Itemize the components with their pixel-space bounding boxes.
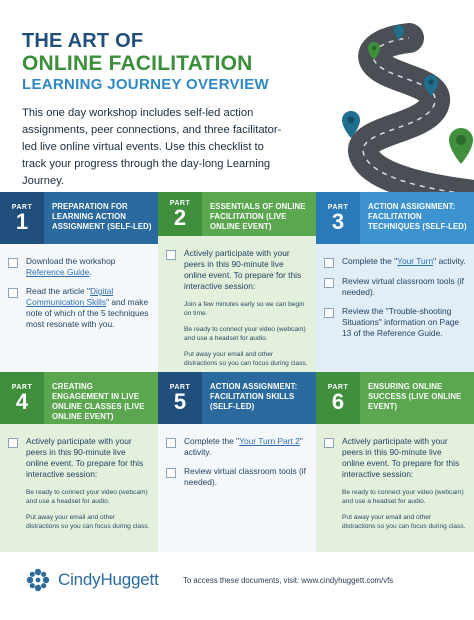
part-header [0, 372, 158, 424]
checklist-item [324, 256, 466, 268]
part-header [316, 372, 474, 424]
prep-note: Be ready to connect your video (webcam) and use a headset for audio. [26, 489, 148, 505]
part-card-3 [316, 192, 474, 372]
checklist-item [324, 306, 466, 339]
part-heading: ACTION ASSIGNMENT: FACILITATION TECHNIQUES (SELF-LED) [360, 192, 474, 244]
checklist-text: Review virtual classroom tools (if needed). [342, 276, 464, 297]
checklist-item [8, 256, 150, 278]
logo-text: CindyHuggett [58, 570, 159, 589]
title-line-2: ONLINE FACILITATION [22, 52, 253, 75]
part-number-box [316, 372, 360, 424]
checklist-item [324, 276, 466, 298]
part-body [316, 424, 474, 552]
checkbox[interactable] [324, 308, 334, 318]
checklist-item [8, 436, 150, 480]
part-card-4 [0, 372, 158, 552]
part-heading: ACTION ASSIGNMENT: FACILITATION SKILLS (SELF-LED) [202, 372, 316, 424]
title-line-1: THE ART OF [22, 30, 144, 52]
prep-note: Put away your email and other distractions so you can focus during class. [26, 514, 150, 530]
part-number-box [0, 192, 44, 244]
part-body [316, 244, 474, 372]
checklist-text: Review the "Trouble-shooting Situations" information on Page 13 of the Reference Guide. [342, 306, 460, 338]
part-header [316, 192, 474, 244]
part-number: 6 [331, 388, 345, 414]
part-heading: CREATING ENGAGEMENT IN LIVE ONLINE CLASSES (LIVE ONLINE EVENT) [44, 372, 158, 424]
checklist-text: Review virtual classroom tools (if needed). [184, 466, 306, 487]
logo [24, 566, 159, 594]
checklist-item [166, 248, 308, 292]
intro-text: This one day workshop includes self-led action assignments, peer connections, and three facilitator-led live online virtual events. Use this checklist to track your progress through the day-long Learning Journey. [22, 107, 282, 187]
checklist-item [166, 466, 308, 488]
checkbox[interactable] [324, 438, 334, 448]
prep-note: Be ready to connect your video (webcam) and use a headset for audio. [184, 326, 306, 342]
part-number-box [158, 372, 202, 424]
checkbox[interactable] [8, 258, 18, 268]
part-body [0, 244, 158, 372]
checklist-text: Actively participate with your peers in this 90-minute live online event. To prepare for this interactive session: [342, 436, 460, 479]
checklist-text: Complete the "Your Turn" activity. [342, 256, 466, 266]
grid-row-2 [0, 372, 474, 552]
article-link[interactable]: Digital Communication Skills [26, 286, 114, 307]
part-label: PART [169, 383, 191, 391]
part-card-6 [316, 372, 474, 552]
part-body [158, 236, 316, 381]
part-card-2 [158, 192, 316, 372]
checkbox[interactable] [8, 288, 18, 298]
road-illustration [314, 20, 474, 210]
checkbox[interactable] [166, 250, 176, 260]
footer [0, 560, 474, 600]
part-number-box [316, 192, 360, 244]
checkbox[interactable] [324, 258, 334, 268]
part-heading: ESSENTIALS OF ONLINE FACILITATION (LIVE ONLINE EVENT) [202, 192, 316, 236]
part-label: PART [327, 203, 349, 211]
checklist-item [166, 436, 308, 458]
checkbox[interactable] [8, 438, 18, 448]
map-pin-icon [449, 128, 473, 164]
checklist-text: Complete the "Your Turn Part 2" activity. [184, 436, 303, 457]
part-header [158, 192, 316, 236]
checkbox[interactable] [166, 438, 176, 448]
prep-note: Be ready to connect your video (webcam) and use a headset for audio. [342, 489, 464, 505]
part-card-5 [158, 372, 316, 552]
checklist-text: Actively participate with your peers in this 90-minute live online event. To prepare for this interactive session: [26, 436, 144, 479]
part-number-box [0, 372, 44, 424]
logo-flower-icon [24, 566, 52, 594]
prep-note: Join a few minutes early so we can begin on time. [184, 301, 305, 317]
checkbox[interactable] [324, 278, 334, 288]
checklist-text: Read the article "Digital Communication Skills" and make note of which of the 5 techniques most resonate with you. [26, 286, 149, 329]
part-header [158, 372, 316, 424]
part-label: PART [169, 199, 191, 207]
part-label: PART [11, 203, 33, 211]
part-number: 5 [173, 388, 187, 414]
title-block [22, 30, 322, 94]
reference-guide-link[interactable]: Reference Guide [26, 267, 90, 277]
your-turn-link[interactable]: Your Turn [397, 256, 434, 266]
part-heading: ENSURING ONLINE SUCCESS (LIVE ONLINE EVENT) [360, 372, 474, 424]
part-body [0, 424, 158, 552]
prep-note: Put away your email and other distractions so you can focus during class. [342, 514, 466, 530]
checklist-text: Actively participate with your peers in this 90-minute live online event. To prepare for this interactive session: [184, 248, 302, 291]
journey-grid [0, 192, 474, 552]
part-number: 4 [15, 388, 29, 414]
part-number: 1 [15, 208, 29, 234]
part-card-1 [0, 192, 158, 372]
title-line-3: LEARNING JOURNEY OVERVIEW [22, 76, 269, 93]
part-header [0, 192, 158, 244]
part-label: PART [11, 383, 33, 391]
grid-row-1 [0, 192, 474, 372]
part-number: 2 [173, 204, 187, 230]
part-body [158, 424, 316, 552]
checklist-text: Download the workshop Reference Guide. [26, 256, 116, 277]
your-turn-part-2-link[interactable]: Your Turn Part 2 [239, 436, 300, 446]
checklist-item [324, 436, 466, 480]
part-number-box [158, 192, 202, 236]
access-text: To access these documents, visit: www.cindyhuggett.com/vfs [183, 576, 394, 585]
part-number: 3 [331, 208, 345, 234]
checklist-item [8, 286, 150, 330]
checkbox[interactable] [166, 468, 176, 478]
part-heading: PREPARATION FOR LEARNING ACTION ASSIGNMENT (SELF-LED) [44, 192, 158, 244]
part-label: PART [327, 383, 349, 391]
prep-note: Put away your email and other distractions so you can focus during class. [184, 351, 308, 367]
